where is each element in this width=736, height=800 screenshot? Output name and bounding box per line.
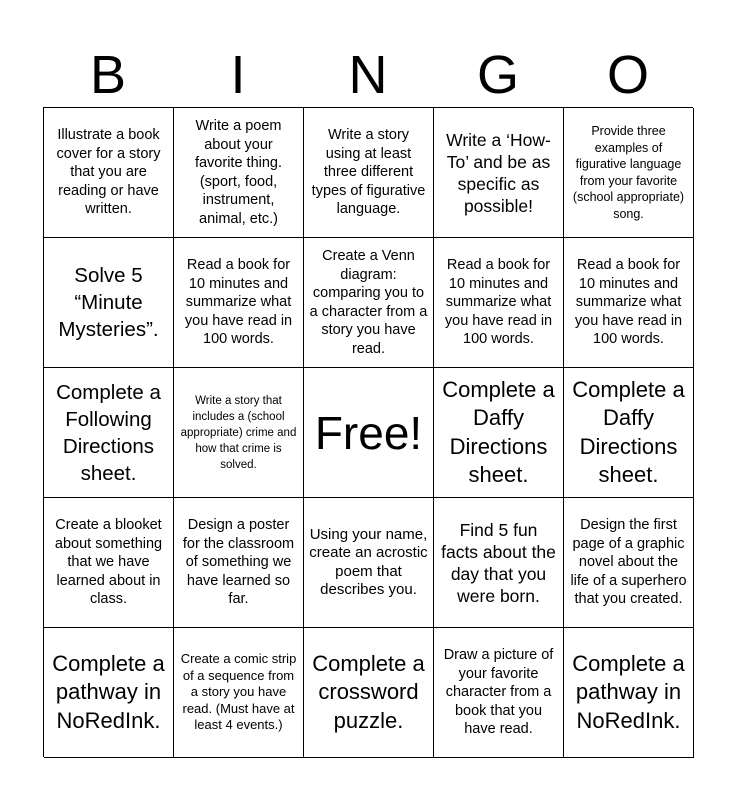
cell-text: Design a poster for the classroom of something we have learned so far. — [182, 517, 295, 608]
cell-text: Write a poem about your favorite thing. (sport, food, instrument, animal, etc.) — [194, 118, 283, 227]
bingo-cell-r5c4 — [434, 628, 564, 758]
bingo-cell-r4c1 — [44, 498, 174, 628]
bingo-cell-r4c3 — [304, 498, 434, 628]
bingo-cell-r5c2 — [174, 628, 304, 758]
bingo-cell-r4c2 — [174, 498, 304, 628]
cell-text: Complete a Daffy Directions sheet. — [572, 376, 685, 487]
cell-text: Complete a Following Directions sheet. — [56, 380, 161, 485]
bingo-cell-r5c1 — [44, 628, 174, 758]
cell-text: Complete a Daffy Directions sheet. — [442, 376, 555, 487]
bingo-cell-r5c5 — [564, 628, 694, 758]
bingo-cell-r1c4 — [434, 108, 564, 238]
header-letter-g: G — [476, 45, 519, 105]
cell-text: Write a story that includes a (school appropriate) crime and how that crime is solved. — [180, 394, 297, 471]
header-letter-b: B — [89, 45, 127, 105]
cell-text: Read a book for 10 minutes and summarize what you have read in 100 words. — [444, 257, 553, 348]
cell-text: Find 5 fun facts about the day that you were born. — [441, 519, 556, 606]
cell-text: Design the first page of a graphic novel about the life of a superhero that you created. — [570, 517, 687, 608]
cell-text: Create a comic strip of a sequence from a story you have read. (Must have at least 4 events.) — [180, 651, 297, 733]
bingo-cell-r2c2 — [174, 238, 304, 368]
bingo-cell-r1c1 — [44, 108, 174, 238]
cell-text: Provide three examples of figurative language from your favorite (school appropriate) song. — [572, 124, 685, 221]
cell-text: Illustrate a book cover for a story that you are reading or have written. — [56, 127, 161, 218]
bingo-cell-r5c3 — [304, 628, 434, 758]
bingo-header — [43, 42, 693, 108]
bingo-cell-r3c1 — [44, 368, 174, 498]
bingo-cell-r3c4 — [434, 368, 564, 498]
bingo-cell-r3c5 — [564, 368, 694, 498]
bingo-cell-r2c5 — [564, 238, 694, 368]
cell-text: Read a book for 10 minutes and summarize what you have read in 100 words. — [184, 257, 293, 348]
bingo-grid — [43, 107, 693, 757]
cell-text: Write a ‘How-To’ and be as specific as possible! — [446, 129, 551, 216]
cell-text: Complete a crossword puzzle. — [312, 650, 425, 733]
bingo-cell-r2c3 — [304, 238, 434, 368]
cell-text: Create a Venn diagram: comparing you to a character from a story you have read. — [309, 248, 428, 357]
bingo-cell-r2c1 — [44, 238, 174, 368]
bingo-cell-r4c5 — [564, 498, 694, 628]
header-letter-o: O — [606, 45, 649, 105]
cell-text: Create a blooket about something that we have learned about in class. — [54, 517, 163, 608]
cell-text: Write a story using at least three different types of figurative language. — [311, 127, 426, 218]
bingo-cell-r4c4 — [434, 498, 564, 628]
cell-text: Complete a pathway in NoRedInk. — [572, 650, 685, 733]
bingo-cell-r1c5 — [564, 108, 694, 238]
cell-text: Read a book for 10 minutes and summarize what you have read in 100 words. — [574, 257, 683, 348]
bingo-cell-r2c4 — [434, 238, 564, 368]
cell-text: Complete a pathway in NoRedInk. — [52, 650, 165, 733]
bingo-cell-r1c3 — [304, 108, 434, 238]
free-space-label: Free! — [314, 406, 423, 459]
header-letter-i: I — [230, 45, 246, 105]
header-letter-n: N — [348, 45, 388, 105]
cell-text: Draw a picture of your favorite character from a book that you have read. — [443, 647, 554, 738]
bingo-cell-free — [304, 368, 434, 498]
bingo-cell-r3c2 — [174, 368, 304, 498]
cell-text: Solve 5 “Minute Mysteries”. — [58, 264, 159, 341]
bingo-cell-r1c2 — [174, 108, 304, 238]
cell-text: Using your name, create an acrostic poem that describes you. — [309, 525, 428, 598]
